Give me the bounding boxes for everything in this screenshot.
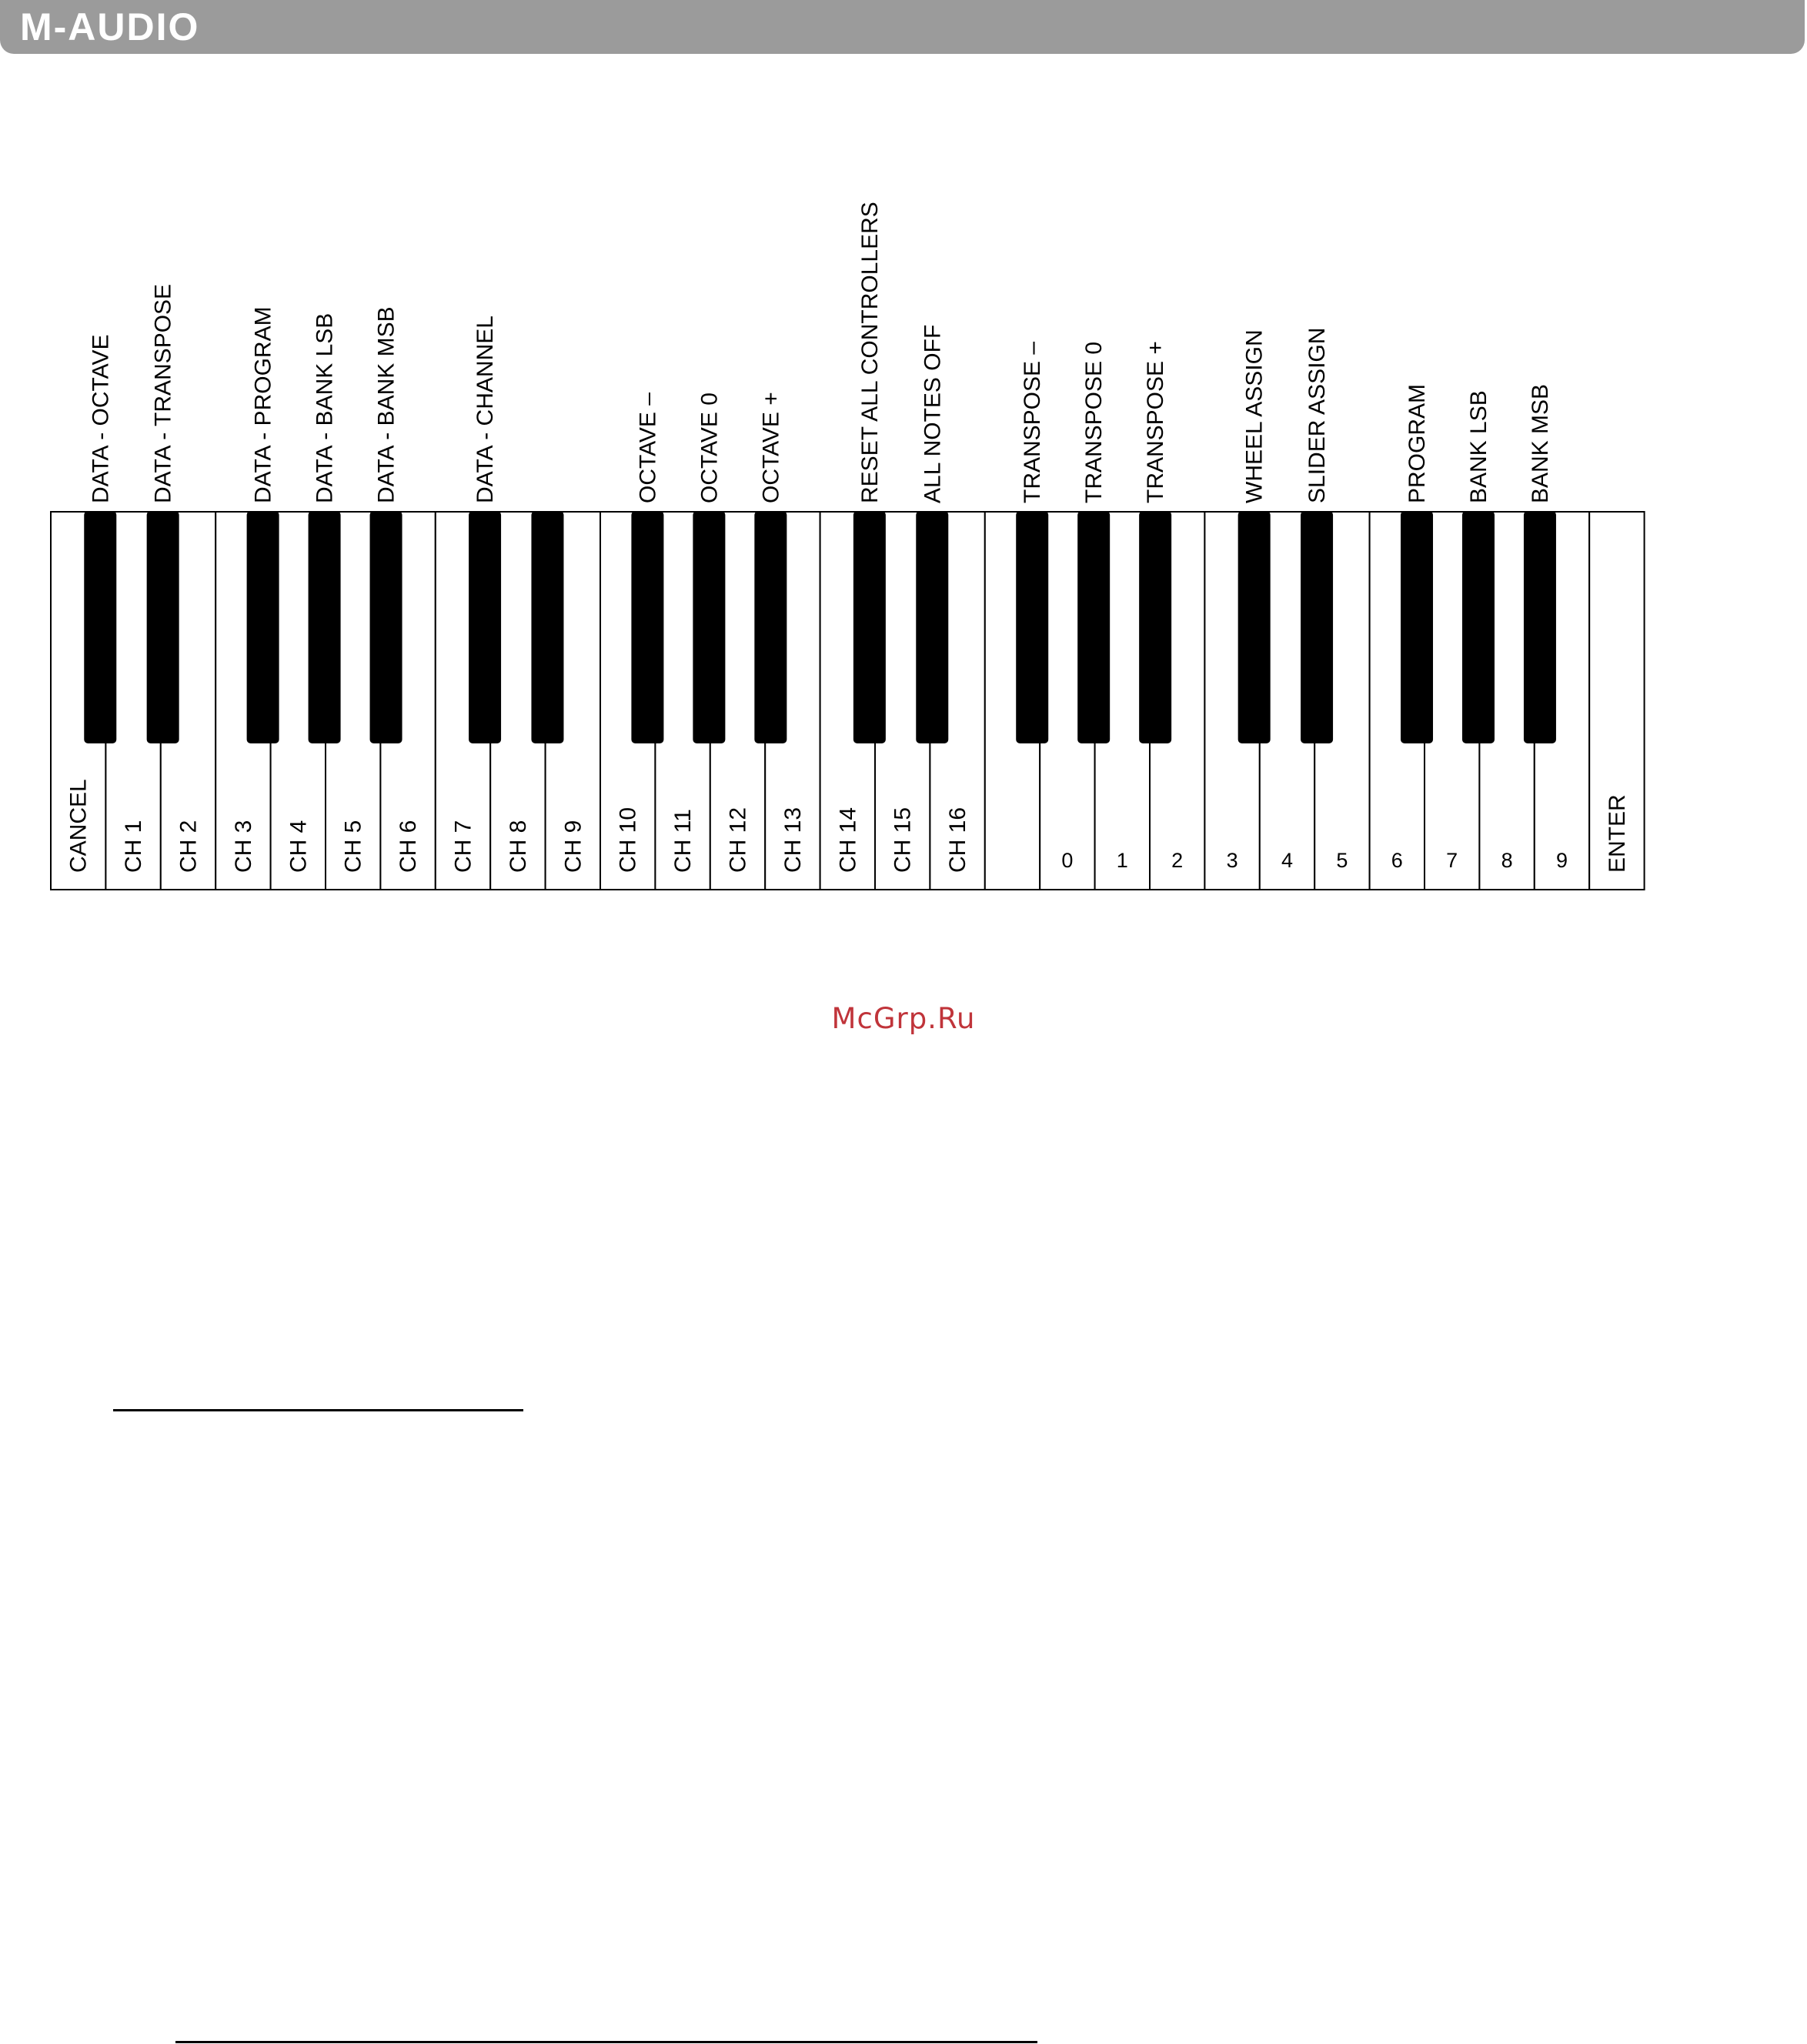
white-key-label: CH 13	[780, 807, 806, 873]
white-key-label: CH 12	[725, 807, 751, 873]
black-key-label: OCTAVE 0	[696, 392, 723, 503]
black-key-label: BANK LSB	[1465, 390, 1491, 503]
black-key-label: DATA - CHANNEL	[473, 316, 499, 503]
black-key	[755, 512, 786, 743]
black-key-label: DATA - TRANSPOSE	[150, 283, 176, 503]
black-key	[1401, 512, 1432, 743]
black-key	[309, 512, 340, 743]
black-key-label: TRANSPOSE –	[1020, 341, 1046, 503]
black-key	[854, 512, 885, 743]
black-key-label: TRANSPOSE +	[1143, 341, 1169, 503]
white-key-label: CH 15	[890, 807, 916, 873]
black-key	[1525, 512, 1555, 743]
black-key	[1017, 512, 1047, 743]
white-key-label: CH 10	[615, 807, 641, 873]
black-key	[469, 512, 500, 743]
white-key-label: 7	[1446, 849, 1458, 872]
white-key-label: CH 2	[175, 820, 202, 873]
white-key-label: CH 6	[396, 820, 422, 873]
white-key-label: CH 4	[286, 820, 312, 873]
white-key-label: 6	[1391, 849, 1403, 872]
white-key-label: 9	[1555, 849, 1568, 872]
white-key-label: 8	[1501, 849, 1513, 872]
black-key-label: RESET ALL CONTROLLERS	[857, 202, 883, 503]
black-key	[1463, 512, 1494, 743]
white-key-label: 4	[1281, 849, 1294, 872]
white-key-label: CH 9	[560, 820, 586, 873]
black-key	[1239, 512, 1270, 743]
black-key-label: DATA - BANK MSB	[373, 306, 399, 503]
white-key-label: CH 7	[450, 820, 476, 873]
brand-logo: M-AUDIO	[20, 5, 200, 48]
black-key	[1078, 512, 1109, 743]
black-key	[632, 512, 663, 743]
black-key	[248, 512, 279, 743]
black-key-label: SLIDER ASSIGN	[1304, 327, 1331, 503]
white-key-label: CH 14	[835, 807, 861, 873]
black-key-label: OCTAVE +	[758, 392, 784, 503]
white-key-label: CH 1	[121, 820, 147, 873]
black-key	[693, 512, 724, 743]
black-key-label: PROGRAM	[1405, 383, 1431, 503]
keyboard-diagram	[0, 0, 1807, 923]
white-key-label: 2	[1171, 849, 1184, 872]
white-key-label: CH 3	[230, 820, 256, 873]
white-key-label: 3	[1226, 849, 1238, 872]
black-key-label: WHEEL ASSIGN	[1241, 329, 1268, 503]
black-key-label: ALL NOTES OFF	[920, 324, 946, 503]
white-key-label: CH 11	[670, 809, 696, 873]
horizontal-rule	[175, 2041, 1037, 2043]
watermark: McGrp.Ru	[831, 1002, 976, 1035]
black-key	[532, 512, 563, 743]
white-key-label: 1	[1116, 849, 1128, 872]
black-key-label: OCTAVE –	[635, 392, 661, 503]
black-key-label: BANK MSB	[1527, 383, 1553, 503]
black-key	[85, 512, 115, 743]
white-key-label: CANCEL	[65, 779, 92, 873]
horizontal-rule	[113, 1409, 523, 1411]
white-key-label: 0	[1061, 849, 1074, 872]
black-key-label: DATA - OCTAVE	[88, 334, 114, 503]
black-key	[917, 512, 947, 743]
black-key	[1301, 512, 1332, 743]
white-key-label: CH 16	[945, 807, 971, 873]
white-key-label: 5	[1336, 849, 1348, 872]
white-key-label: CH 5	[340, 820, 366, 873]
white-key-label: ENTER	[1604, 794, 1630, 873]
black-key-label: TRANSPOSE 0	[1081, 341, 1107, 503]
black-key-label: DATA - BANK LSB	[312, 312, 338, 503]
black-key	[148, 512, 179, 743]
black-key-label: DATA - PROGRAM	[250, 306, 276, 503]
black-key	[1140, 512, 1171, 743]
black-key	[371, 512, 402, 743]
white-key-label: CH 8	[505, 820, 531, 873]
